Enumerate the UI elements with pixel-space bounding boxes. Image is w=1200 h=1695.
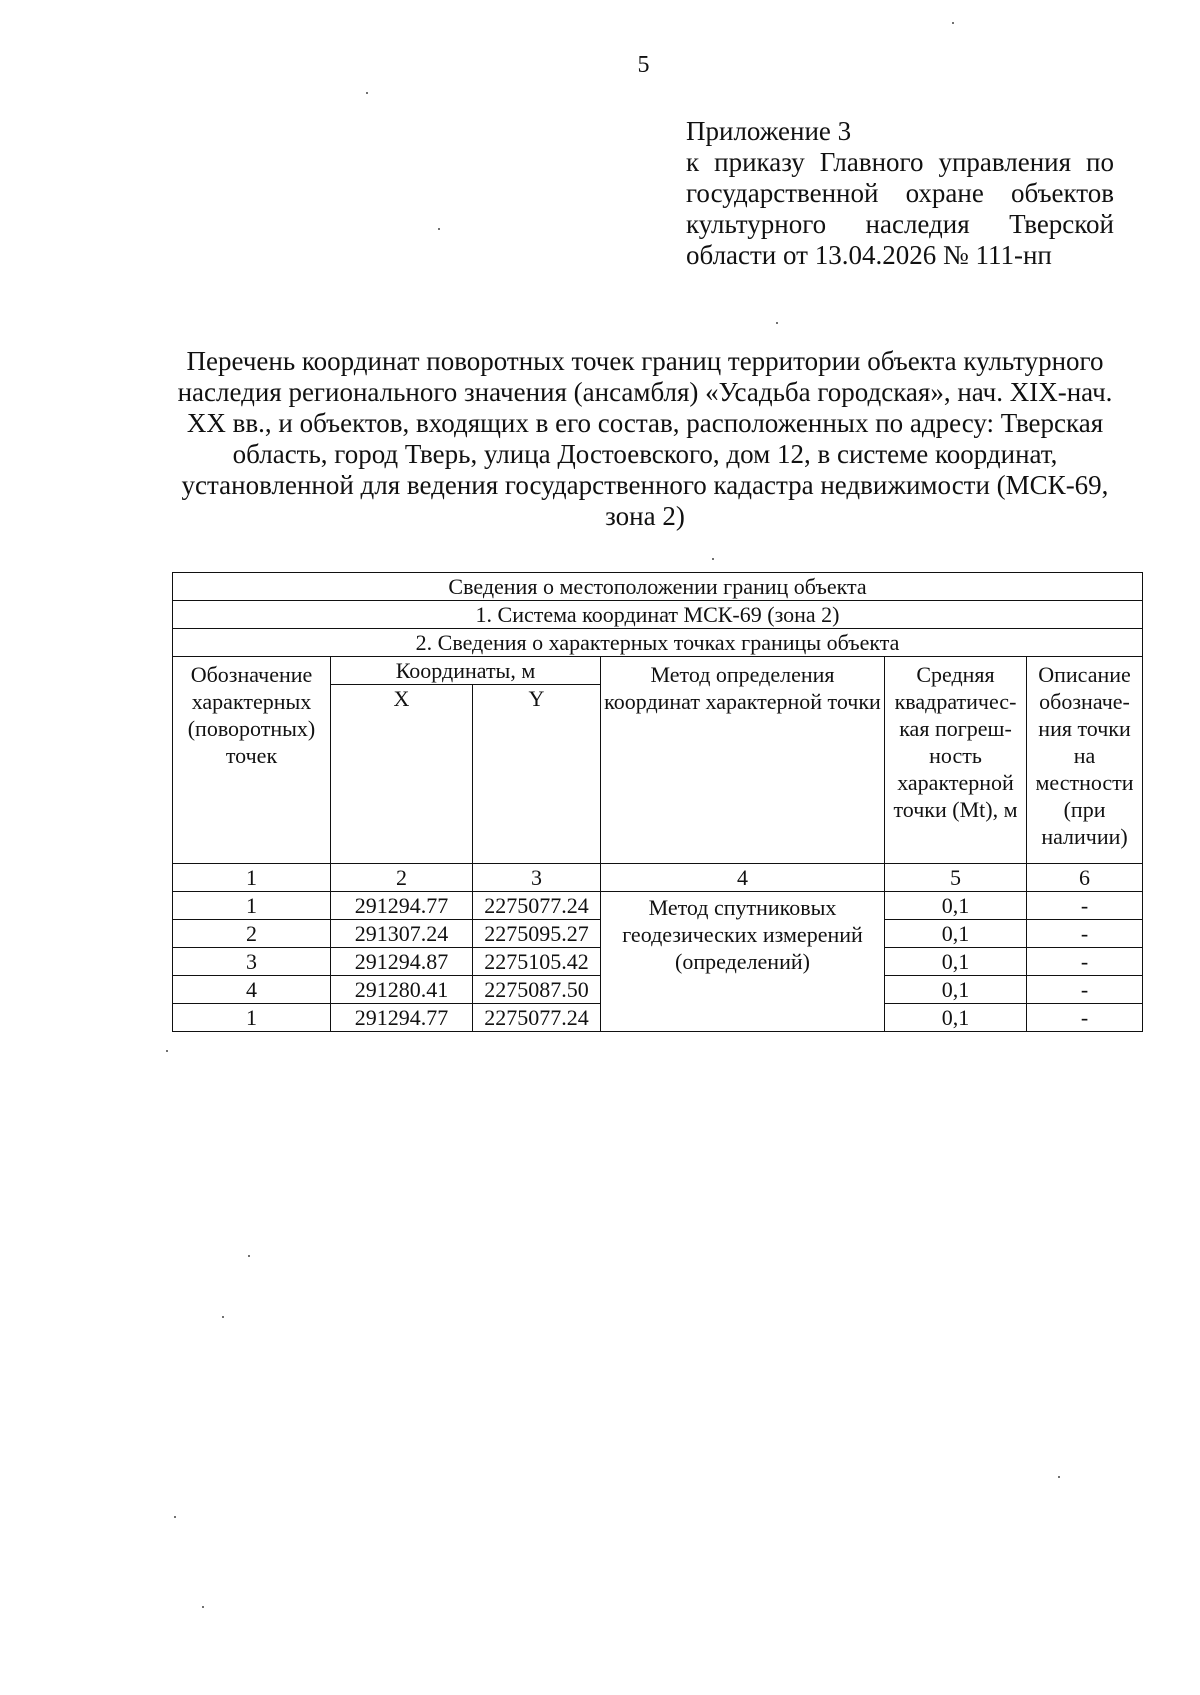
- scan-speck: [438, 228, 440, 230]
- scan-speck: [1058, 1476, 1060, 1478]
- coord-x: 291294.77: [331, 892, 473, 920]
- header-coordinates: Координаты, м: [331, 657, 601, 685]
- scan-speck: [248, 1255, 250, 1257]
- description-value: -: [1027, 920, 1143, 948]
- scan-speck: [952, 22, 954, 24]
- coord-y: 2275087.50: [473, 976, 601, 1004]
- coord-x: 291280.41: [331, 976, 473, 1004]
- scan-speck: [174, 1516, 176, 1518]
- description-value: -: [1027, 976, 1143, 1004]
- point-number: 1: [173, 892, 331, 920]
- header-x: X: [331, 685, 473, 864]
- appendix-block: [686, 116, 1114, 271]
- error-value: 0,1: [885, 892, 1027, 920]
- scan-speck: [166, 1050, 168, 1052]
- column-number: 6: [1027, 864, 1143, 892]
- column-number: 2: [331, 864, 473, 892]
- coord-x: 291294.87: [331, 948, 473, 976]
- coordinate-system: 1. Система координат МСК-69 (зона 2): [173, 601, 1143, 629]
- column-number: 4: [601, 864, 885, 892]
- header-designation: Обозначение характерных (поворотных) точек: [173, 657, 331, 864]
- scan-speck: [776, 322, 778, 324]
- description-value: -: [1027, 892, 1143, 920]
- header-y: Y: [473, 685, 601, 864]
- header-description: Описание обозначе-ния точки на местности (при наличии): [1027, 657, 1143, 864]
- coord-x: 291307.24: [331, 920, 473, 948]
- column-number: 3: [473, 864, 601, 892]
- point-number: 3: [173, 948, 331, 976]
- column-numbers-row: [173, 864, 1143, 892]
- scan-speck: [712, 558, 714, 560]
- coord-y: 2275077.24: [473, 1004, 601, 1032]
- table-row: [173, 892, 1143, 920]
- point-number: 1: [173, 1004, 331, 1032]
- coord-y: 2275105.42: [473, 948, 601, 976]
- coord-y: 2275077.24: [473, 892, 601, 920]
- section-title: Сведения о местоположении границ объекта: [173, 573, 1143, 601]
- scan-speck: [202, 1606, 204, 1608]
- description-value: -: [1027, 948, 1143, 976]
- scan-speck: [222, 1316, 224, 1318]
- column-number: 1: [173, 864, 331, 892]
- appendix-order-reference: к приказу Главного управления по государственной охране объектов культурного наследия Тверской области от 13.04.2026 № 111-нп: [686, 147, 1114, 270]
- error-value: 0,1: [885, 976, 1027, 1004]
- column-number: 5: [885, 864, 1027, 892]
- coordinates-table: [172, 572, 1143, 1032]
- error-value: 0,1: [885, 948, 1027, 976]
- header-method: Метод определения координат характерной точки: [601, 657, 885, 864]
- document-title: Перечень координат поворотных точек границ территории объекта культурного наследия регионального значения (ансамбля) «Усадьба городская», нач. XIX-нач. XX вв., и объектов, входящих в его состав, расположенных по адресу: Тверская область, город Тверь, улица Достоевского, дом 12, в системе координат, установленной для ведения государственного кадастра недвижимости (МСК-69, зона 2): [177, 346, 1113, 531]
- points-title: 2. Сведения о характерных точках границы объекта: [173, 629, 1143, 657]
- error-value: 0,1: [885, 1004, 1027, 1032]
- error-value: 0,1: [885, 920, 1027, 948]
- method-value: Метод спутниковых геодезических измерений (определений): [601, 892, 885, 1032]
- point-number: 2: [173, 920, 331, 948]
- description-value: -: [1027, 1004, 1143, 1032]
- header-error: Средняя квадратичес-кая погреш-ность характерной точки (Mt), м: [885, 657, 1027, 864]
- appendix-title: Приложение 3: [686, 116, 852, 146]
- coord-y: 2275095.27: [473, 920, 601, 948]
- coord-x: 291294.77: [331, 1004, 473, 1032]
- page-number: 5: [637, 52, 650, 78]
- point-number: 4: [173, 976, 331, 1004]
- scan-speck: [366, 92, 368, 94]
